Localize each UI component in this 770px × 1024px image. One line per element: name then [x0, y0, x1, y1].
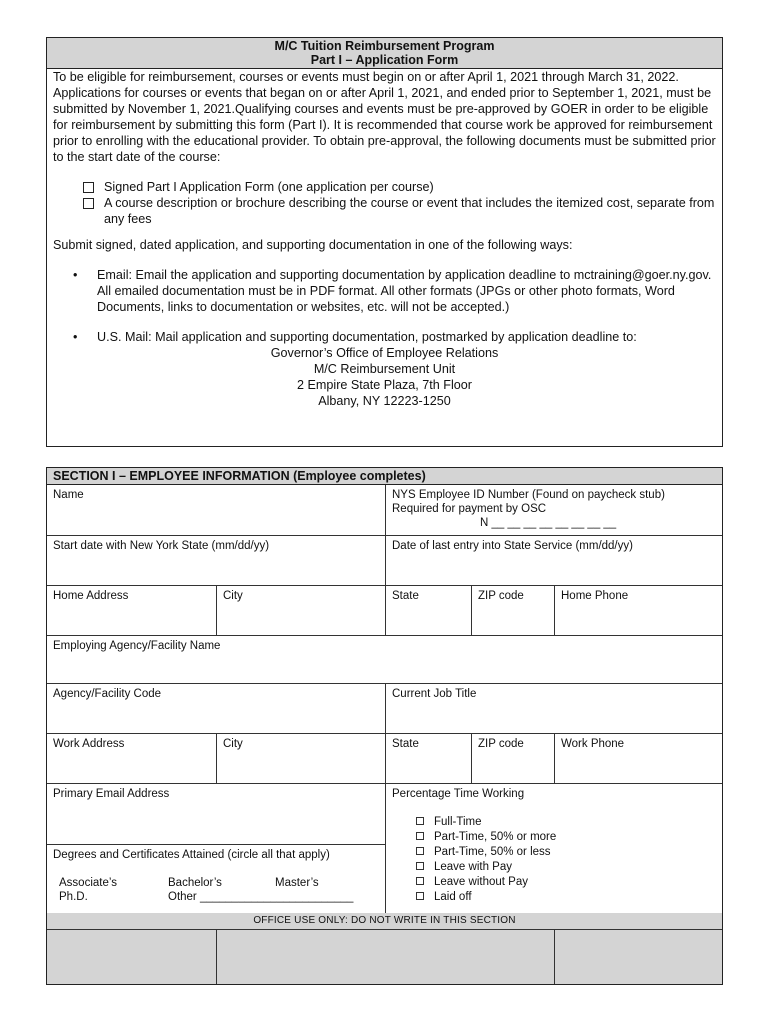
- home-zip-field[interactable]: [472, 586, 554, 606]
- pct-option-label: Leave without Pay: [434, 876, 528, 888]
- job-title-field[interactable]: [386, 684, 722, 704]
- address-line: Albany, NY 12223-1250: [318, 394, 451, 408]
- office-use-header: OFFICE USE ONLY: DO NOT WRITE IN THIS SECTION: [47, 913, 722, 929]
- checkbox[interactable]: [416, 847, 424, 855]
- name-field[interactable]: [47, 485, 385, 505]
- home-phone-label: Home Phone: [561, 590, 629, 602]
- bullet-mail: [73, 329, 716, 345]
- degree-bachelors[interactable]: Bachelor’s: [168, 877, 222, 889]
- home-city-field[interactable]: [217, 586, 385, 606]
- start-date-field[interactable]: [47, 536, 385, 556]
- home-state-field[interactable]: [386, 586, 471, 606]
- office-use-cell: [217, 930, 554, 984]
- checklist-label: A course description or brochure describing the course or event that includes the itemized cost, separate from any fees: [104, 196, 715, 226]
- employee-id-blanks: N __ __ __ __ __ __ __ __: [480, 517, 617, 529]
- degrees-field: [47, 845, 385, 909]
- pct-time-field: [386, 784, 722, 908]
- degree-associates[interactable]: Associate’s: [59, 877, 117, 889]
- bullet-icon: •: [73, 330, 78, 344]
- pct-option-label: Leave with Pay: [434, 861, 512, 873]
- job-title-label: Current Job Title: [392, 688, 477, 700]
- checkbox[interactable]: [416, 832, 424, 840]
- home-address-label: Home Address: [53, 590, 129, 602]
- bullet-email: [73, 267, 716, 315]
- email-field[interactable]: [47, 784, 385, 804]
- checkbox[interactable]: [83, 182, 94, 193]
- work-city-field[interactable]: [217, 734, 385, 754]
- bullet-email-text: Email: Email the application and supporting documentation by application deadline to mctraining@goer.ny.gov. All emailed documentation must be in PDF format. All other formats (JPGs or other photo formats, Word Documents, links to documentation or websites, etc. will not be accepted.): [97, 268, 712, 314]
- address-line: Governor’s Office of Employee Relations: [270, 346, 499, 360]
- agency-name-field[interactable]: [47, 636, 722, 656]
- office-use-cell: [555, 930, 722, 984]
- pct-option[interactable]: [416, 890, 716, 905]
- degrees-label: Degrees and Certificates Attained (circle all that apply): [53, 849, 330, 861]
- submit-instructions: Submit signed, dated application, and supporting documentation in one of the following ways:: [53, 238, 573, 252]
- work-phone-field[interactable]: [555, 734, 722, 754]
- home-address-field[interactable]: [47, 586, 216, 606]
- pct-option[interactable]: [416, 830, 716, 845]
- checklist-label: Signed Part I Application Form (one application per course): [104, 180, 434, 194]
- checkbox[interactable]: [416, 877, 424, 885]
- pct-option[interactable]: [416, 860, 716, 875]
- checkbox[interactable]: [416, 892, 424, 900]
- last-entry-field[interactable]: [386, 536, 722, 556]
- pct-option[interactable]: [416, 875, 716, 890]
- work-state-field[interactable]: [386, 734, 471, 754]
- agency-name-label: Employing Agency/Facility Name: [53, 640, 221, 652]
- degree-phd[interactable]: Ph.D.: [59, 891, 88, 903]
- home-zip-label: ZIP code: [478, 590, 524, 602]
- agency-code-field[interactable]: [47, 684, 385, 704]
- pct-time-label: Percentage Time Working: [392, 788, 525, 800]
- bullet-mail-text: U.S. Mail: Mail application and supporting documentation, postmarked by application deadline to:: [97, 330, 637, 344]
- home-state-label: State: [392, 590, 419, 602]
- checklist-item[interactable]: [83, 179, 716, 195]
- pct-option[interactable]: [416, 845, 716, 860]
- bullet-icon: •: [73, 268, 78, 282]
- work-zip-field[interactable]: [472, 734, 554, 754]
- email-label: Primary Email Address: [53, 788, 170, 800]
- work-phone-label: Work Phone: [561, 738, 625, 750]
- mailing-address: [53, 345, 716, 409]
- home-city-label: City: [223, 590, 243, 602]
- work-state-label: State: [392, 738, 419, 750]
- form-title: M/C Tuition Reimbursement Program: [274, 39, 495, 53]
- pct-option-label: Part-Time, 50% or less: [434, 846, 551, 858]
- checklist-item[interactable]: [83, 195, 716, 227]
- office-use-cell: [47, 930, 216, 984]
- checkbox[interactable]: [83, 198, 94, 209]
- intro-paragraph: To be eligible for reimbursement, courses or events must begin on or after April 1, 2021 through March 31, 2022. Applications for courses or events that began on or after April 1, 2021, and ended prior to September 1, 2021, must be submitted by November 1, 2021.Qualifying courses and events must be pre-approved by GOER in order to be eligible for reimbursement by submitting this form (Part I). It is recommended that course work be approved for reimbursement prior to enrolling with the educational provider. To obtain pre-approval, the following documents must be submitted prior to the start date of the course:: [53, 70, 716, 164]
- checkbox[interactable]: [416, 817, 424, 825]
- pct-option-label: Laid off: [434, 891, 472, 903]
- agency-code-label: Agency/Facility Code: [53, 688, 162, 700]
- employee-id-label: NYS Employee ID Number (Found on paycheck stub): [392, 489, 665, 501]
- pct-option-label: Part-Time, 50% or more: [434, 831, 557, 843]
- section1-table: [46, 467, 723, 985]
- employee-id-field[interactable]: [386, 485, 722, 533]
- pct-option-label: Full-Time: [434, 816, 482, 828]
- checkbox[interactable]: [416, 862, 424, 870]
- degree-other[interactable]: Other ________________________: [168, 891, 354, 903]
- address-line: M/C Reimbursement Unit: [313, 362, 456, 376]
- section1-title: SECTION I – EMPLOYEE INFORMATION (Employee completes): [47, 468, 722, 485]
- name-label: Name: [53, 489, 84, 501]
- pct-option[interactable]: [416, 815, 716, 830]
- form-subtitle: Part I – Application Form: [310, 53, 459, 67]
- work-city-label: City: [223, 738, 243, 750]
- degree-masters[interactable]: Master’s: [275, 877, 319, 889]
- employee-id-note: Required for payment by OSC: [392, 503, 547, 515]
- instructions-box: [46, 37, 723, 447]
- work-address-field[interactable]: [47, 734, 216, 754]
- work-address-label: Work Address: [53, 738, 125, 750]
- home-phone-field[interactable]: [555, 586, 722, 606]
- start-date-label: Start date with New York State (mm/dd/yy): [53, 540, 270, 552]
- last-entry-label: Date of last entry into State Service (mm/dd/yy): [392, 540, 633, 552]
- address-line: 2 Empire State Plaza, 7th Floor: [297, 378, 472, 392]
- work-zip-label: ZIP code: [478, 738, 524, 750]
- form-header: [47, 38, 722, 69]
